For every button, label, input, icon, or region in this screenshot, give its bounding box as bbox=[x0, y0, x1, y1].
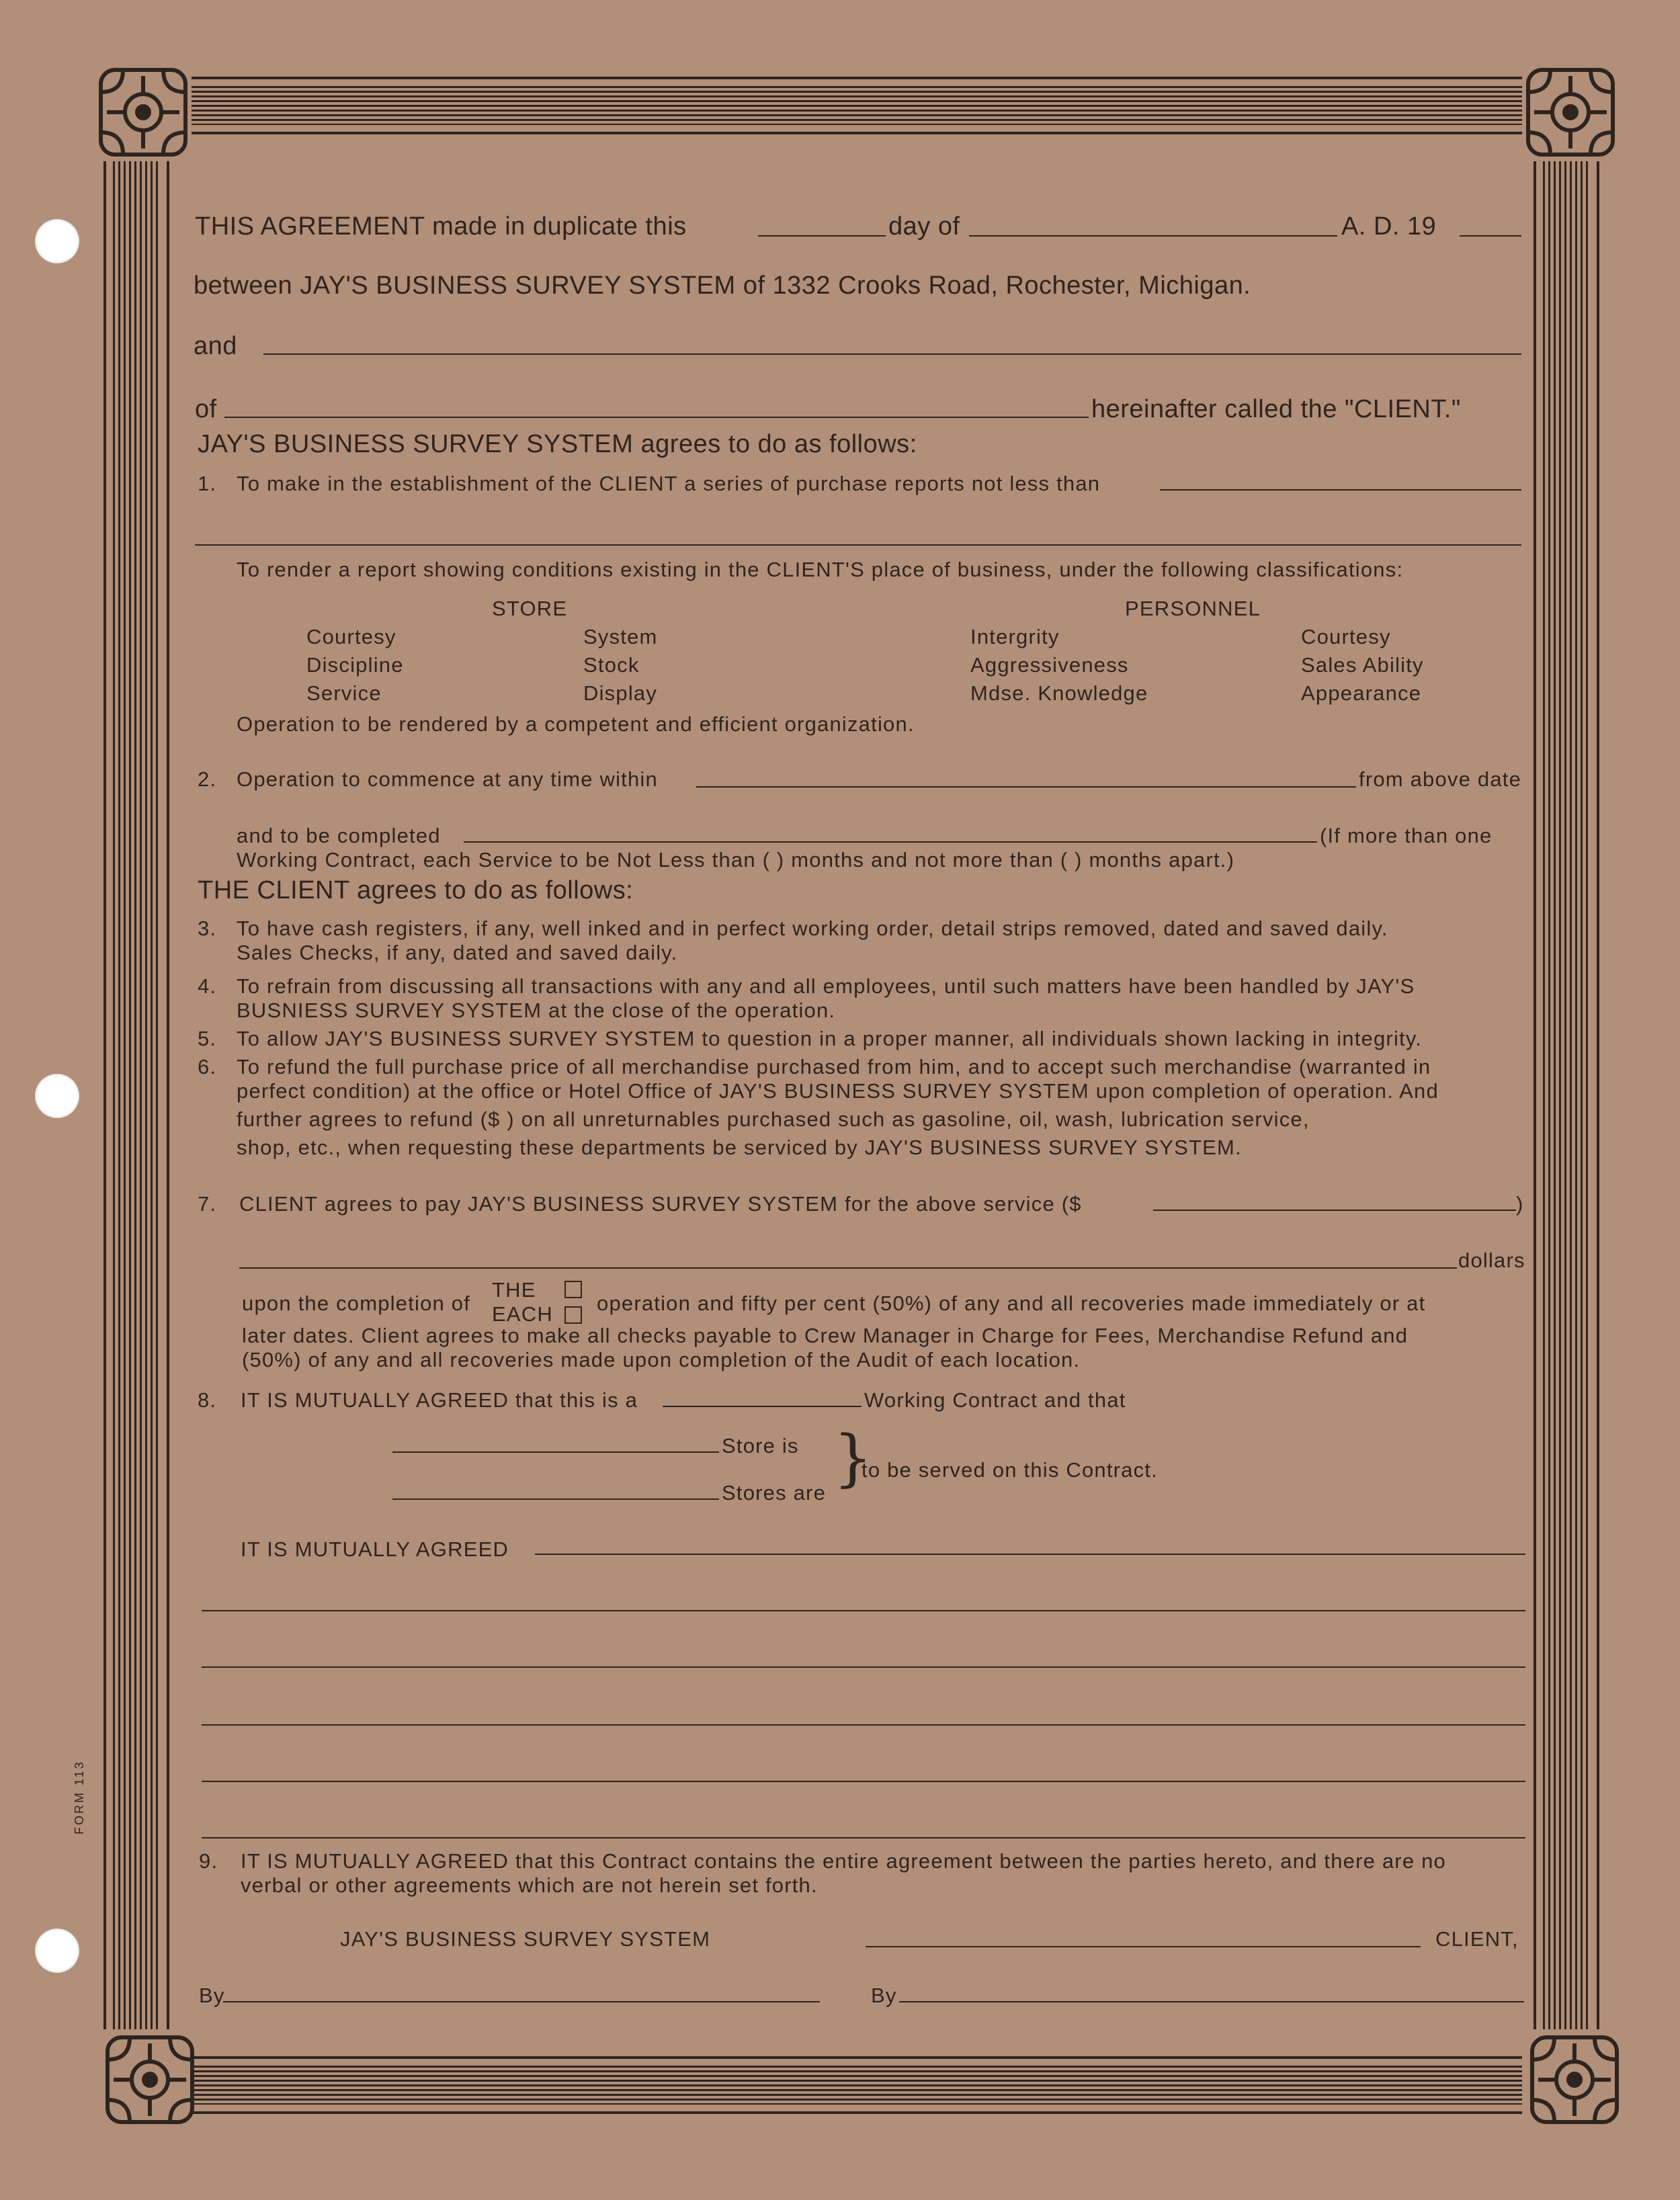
item6-line4: shop, etc., when requesting these departments be serviced by JAY'S BUSINESS SURVEY SYSTEM. bbox=[237, 1136, 1242, 1159]
item8-number: 8. bbox=[198, 1388, 217, 1412]
purchase-reports-field-2[interactable] bbox=[195, 544, 1521, 546]
personnel-item: Appearance bbox=[1301, 681, 1422, 705]
commence-within-field[interactable] bbox=[696, 786, 1356, 788]
store-item: Discipline bbox=[306, 653, 404, 677]
the-checkbox[interactable] bbox=[564, 1281, 582, 1298]
item3-number: 3. bbox=[198, 917, 217, 940]
corner-ornament-top-right-icon bbox=[1520, 62, 1621, 163]
binder-hole-middle bbox=[35, 1074, 79, 1118]
frame-top-border bbox=[192, 86, 1522, 125]
personnel-heading: PERSONNEL bbox=[1125, 597, 1261, 620]
item6-line3: further agrees to refund ($ ) on all unreturnables purchased such as gasoline, oil, wash, lubrication service, bbox=[237, 1107, 1310, 1131]
client-by-field[interactable] bbox=[899, 2001, 1524, 2002]
additional-terms-field-6[interactable] bbox=[202, 1837, 1525, 1838]
ad-year-label: A. D. 19 bbox=[1341, 212, 1437, 241]
the-option-label: THE bbox=[492, 1278, 536, 1302]
item6-line1: To refund the full purchase price of all merchandise purchased from him, and to accept such merchandise (warranted in bbox=[237, 1055, 1431, 1078]
client-name-field[interactable] bbox=[263, 353, 1521, 355]
contract-type-field[interactable] bbox=[663, 1406, 862, 1407]
corner-ornament-top-left-icon bbox=[93, 62, 194, 163]
working-contract-text: Working Contract, each Service to be Not Less than ( ) months and not more than ( ) months apart.) bbox=[237, 848, 1235, 872]
year-field[interactable] bbox=[1460, 235, 1521, 237]
dollars-label: dollars bbox=[1458, 1249, 1525, 1272]
each-checkbox[interactable] bbox=[564, 1306, 582, 1324]
item9-line1: IT IS MUTUALLY AGREED that this Contract contains the entire agreement between the parties hereto, and there are no bbox=[241, 1849, 1446, 1873]
and-label: and bbox=[194, 332, 237, 360]
service-fee-field[interactable] bbox=[1153, 1210, 1516, 1211]
item6-line2: perfect condition) at the office or Hotel Office of JAY'S BUSINESS SURVEY SYSTEM upon completion of operation. And bbox=[237, 1079, 1439, 1103]
additional-terms-field-1[interactable] bbox=[535, 1554, 1525, 1555]
completed-label: and to be completed bbox=[237, 824, 441, 847]
item4-line1: To refrain from discussing all transactions with any and all employees, until such matters have been handled by JAY'S bbox=[237, 974, 1415, 998]
item2-text: Operation to commence at any time within bbox=[237, 767, 658, 791]
parties-line: between JAY'S BUSINESS SURVEY SYSTEM of 1332 Crooks Road, Rochester, Michigan. bbox=[194, 271, 1251, 300]
item5-number: 5. bbox=[198, 1027, 217, 1050]
personnel-item: Courtesy bbox=[1301, 625, 1391, 648]
personnel-item: Aggressiveness bbox=[970, 653, 1129, 677]
additional-terms-field-2[interactable] bbox=[202, 1610, 1525, 1611]
brace-icon: } bbox=[833, 1422, 873, 1494]
personnel-item: Sales Ability bbox=[1301, 653, 1424, 677]
day-of-label: day of bbox=[888, 212, 960, 241]
additional-terms-field-5[interactable] bbox=[202, 1781, 1525, 1782]
client-signature-label: CLIENT, bbox=[1435, 1927, 1519, 1951]
stores-count-field[interactable] bbox=[392, 1498, 719, 1500]
from-above-date-label: from above date bbox=[1359, 767, 1522, 791]
mutually-agreed-label: IT IS MUTUALLY AGREED bbox=[241, 1537, 509, 1561]
company-by-label: By bbox=[199, 1984, 225, 2007]
upon-completion-label: upon the completion of bbox=[242, 1292, 471, 1315]
item2-number: 2. bbox=[198, 767, 217, 791]
item7-line1: CLIENT agrees to pay JAY'S BUSINESS SURVEY SYSTEM for the above service ($ bbox=[239, 1192, 1082, 1216]
item7-line3: later dates. Client agrees to make all checks payable to Crew Manager in Charge for Fees, Merchandise Refund and bbox=[242, 1324, 1409, 1347]
frame-bottom-border bbox=[192, 2066, 1522, 2105]
store-item: Courtesy bbox=[306, 625, 396, 648]
client-signature-field[interactable] bbox=[866, 1946, 1421, 1947]
item3-line1: To have cash registers, if any, well inked and in perfect working order, detail strips removed, dated and saved daily. bbox=[237, 917, 1388, 940]
purchase-reports-field[interactable] bbox=[1160, 489, 1521, 491]
render-report-text: To render a report showing conditions existing in the CLIENT'S place of business, under the following classifications: bbox=[237, 558, 1404, 581]
additional-terms-field-4[interactable] bbox=[202, 1724, 1525, 1726]
item9-number: 9. bbox=[199, 1849, 218, 1873]
client-address-field[interactable] bbox=[224, 417, 1089, 418]
jbss-section-heading: JAY'S BUSINESS SURVEY SYSTEM agrees to do as follows: bbox=[198, 430, 917, 458]
item3-line2: Sales Checks, if any, dated and saved daily. bbox=[237, 941, 678, 964]
personnel-item: Intergrity bbox=[970, 625, 1060, 648]
additional-terms-field-3[interactable] bbox=[202, 1666, 1525, 1668]
item1-number: 1. bbox=[198, 472, 217, 495]
completed-field[interactable] bbox=[464, 841, 1317, 843]
client-by-label: By bbox=[871, 1984, 897, 2007]
operation-text: Operation to be rendered by a competent and efficient organization. bbox=[237, 712, 915, 736]
item7-number: 7. bbox=[198, 1192, 217, 1216]
store-count-field[interactable] bbox=[392, 1451, 719, 1453]
item8-text: IT IS MUTUALLY AGREED that this is a bbox=[241, 1388, 638, 1412]
corner-ornament-bottom-left-icon bbox=[99, 2029, 200, 2130]
frame-right-border bbox=[1543, 161, 1590, 2029]
item9-line2: verbal or other agreements which are not herein set forth. bbox=[241, 1873, 818, 1897]
day-field[interactable] bbox=[758, 235, 886, 237]
item5-line1: To allow JAY'S BUSINESS SURVEY SYSTEM to question in a proper manner, all individuals shown lacking in integrity. bbox=[237, 1027, 1423, 1050]
company-signature-label: JAY'S BUSINESS SURVEY SYSTEM bbox=[340, 1927, 711, 1951]
more-than-one-label: (If more than one bbox=[1320, 824, 1493, 847]
client-called-label: hereinafter called the "CLIENT." bbox=[1091, 395, 1461, 423]
personnel-item: Mdse. Knowledge bbox=[970, 681, 1148, 705]
item7-line4: (50%) of any and all recoveries made upon completion of the Audit of each location. bbox=[242, 1348, 1081, 1371]
store-item: Service bbox=[306, 681, 382, 705]
client-section-heading: THE CLIENT agrees to do as follows: bbox=[198, 876, 634, 904]
each-option-label: EACH bbox=[492, 1302, 553, 1326]
company-by-field[interactable] bbox=[223, 2001, 820, 2002]
item1-text: To make in the establishment of the CLIENT a series of purchase reports not less than bbox=[237, 472, 1101, 495]
binder-hole-bottom bbox=[35, 1929, 79, 1973]
month-field[interactable] bbox=[969, 235, 1337, 237]
item7-close-paren: ) bbox=[1516, 1192, 1524, 1216]
frame-left-border bbox=[113, 161, 160, 2029]
item6-number: 6. bbox=[198, 1055, 217, 1078]
store-item: Stock bbox=[583, 653, 640, 677]
agreement-intro-text: THIS AGREEMENT made in duplicate this bbox=[195, 212, 687, 241]
store-is-label: Store is bbox=[722, 1434, 799, 1457]
working-contract-label: Working Contract and that bbox=[864, 1388, 1126, 1412]
binder-hole-top bbox=[35, 219, 79, 263]
item4-line2: BUSNIESS SURVEY SYSTEM at the close of the operation. bbox=[237, 999, 836, 1022]
fee-in-words-field[interactable] bbox=[239, 1267, 1457, 1269]
store-item: System bbox=[583, 625, 658, 648]
corner-ornament-bottom-right-icon bbox=[1524, 2029, 1625, 2130]
store-heading: STORE bbox=[492, 597, 568, 620]
served-label: to be served on this Contract. bbox=[862, 1458, 1158, 1482]
store-item: Display bbox=[583, 681, 658, 705]
form-number: FORM 113 bbox=[73, 1760, 86, 1834]
item4-number: 4. bbox=[198, 974, 217, 998]
stores-are-label: Stores are bbox=[722, 1481, 827, 1505]
of-label: of bbox=[195, 395, 217, 423]
item7-rest: operation and fifty per cent (50%) of any and all recoveries made immediately or at bbox=[597, 1292, 1426, 1315]
